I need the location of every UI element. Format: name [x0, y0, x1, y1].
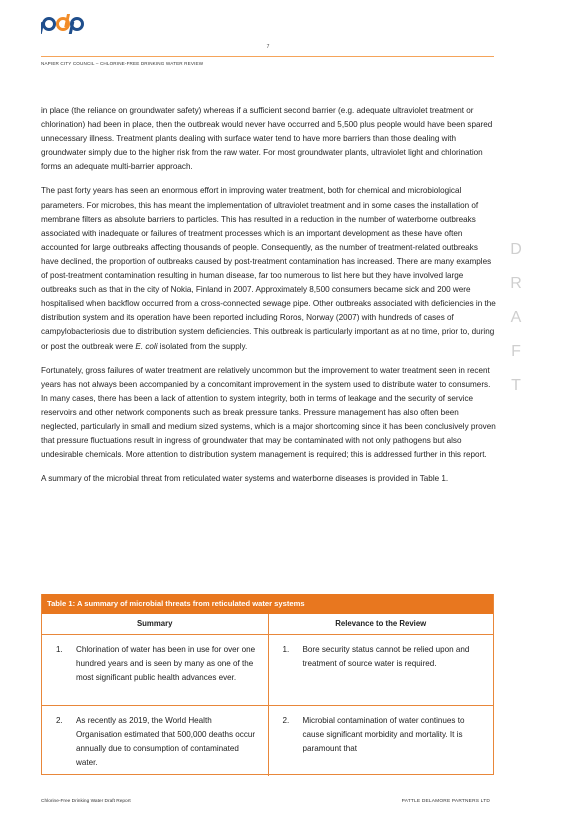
table-title: Table 1: A summary of microbial threats from reticulated water systems	[42, 594, 493, 614]
paragraph-2	[41, 184, 496, 353]
paragraph-4: A summary of the microbial threat from reticulated water systems and waterborne diseases is provided in Table 1.	[41, 474, 449, 484]
item-number: 1.	[282, 645, 290, 654]
item-text: Microbial contamination of water continues to cause significant morbidity and mortality. It is paramount that	[302, 716, 465, 754]
column-header-summary: Summary	[136, 619, 173, 628]
summary-cell	[42, 635, 268, 705]
paragraph-1: in place (the reliance on groundwater safety) whereas if a sufficient second barrier (e.g. adequate ultraviolet treatment or chlorination) had been in place, then the outbreak would never have occurred and 5,500 plus people would have been spared unnecessary illness. Treatment plants dealing with surface water tend to have more barriers than those dealing with groundwater simply due to the higher risk from the raw water. For most groundwater plants, ultraviolet light and chlorination forms an adequate multi-barrier approach.	[41, 106, 493, 172]
header-divider	[41, 56, 494, 57]
relevance-cell	[268, 635, 494, 705]
watermark-letter: F	[511, 343, 521, 360]
table-header-row	[42, 614, 493, 635]
item-number: 2.	[282, 716, 290, 725]
table-row	[42, 705, 493, 776]
watermark-letter: D	[510, 241, 522, 258]
paragraph-3: Fortunately, gross failures of water treatment are relatively uncommon but the improvement to water treatment seen in recent years has not always been accompanied by a concomitant improvement in the system used to distribute water to consumers. In many cases, there has been a lack of attention to system integrity, both in terms of leakage and the security of service reservoirs and other network components such as break pressure tanks. Pressure management has also often been neglected, particularly in small and medium sized systems, which is a major shortcoming since it has been conclusively proven that pressure fluctuations result in ingress of groundwater that may be contaminated with not only pathogens but also undesirable chemicals. More attention to distribution system management is required; this is addressed further in this report.	[41, 365, 496, 460]
item-number: 1.	[56, 645, 63, 654]
item-number: 2.	[56, 716, 63, 725]
pdp-logo	[41, 14, 85, 36]
body-text	[41, 104, 496, 496]
summary-cell	[42, 706, 268, 776]
item-text: As recently as 2019, the World Health Organisation estimated that 500,000 deaths occur annually due to consumption of contaminated water.	[76, 716, 256, 768]
page-number: 7	[266, 44, 270, 50]
column-header-relevance: Relevance to the Review	[268, 614, 494, 634]
paragraph-2-tail: isolated from the supply.	[157, 341, 248, 351]
watermark-letter: T	[511, 377, 521, 394]
e-coli-italic: E. coli	[135, 341, 158, 351]
relevance-cell	[268, 706, 494, 776]
item-text: Bore security status cannot be relied upon and treatment of source water is required.	[302, 645, 470, 669]
microbial-threats-table	[41, 594, 494, 775]
footer-report-title: Chlorine-Free Drinking Water Draft Report	[41, 799, 131, 804]
item-text: Chlorination of water has been in use for over one hundred years and is seen by many as one of the most significant public health advances ever.	[76, 645, 256, 683]
draft-watermark	[508, 233, 524, 403]
paragraph-2-text: The past forty years has seen an enormous effort in improving water treatment, both for chemical and microbiological parameters. For microbes, this has meant the implementation of ultraviolet treatment and in some cases the installation of membrane filters as absolute barriers to particles. This has resulted in a reduction in the number of waterborne outbreaks associated with inadequate or failures of treatment processes which is an important development as these have often accounted for large outbreaks affecting thousands of people. Consequently, as the number of treatment-related outbreaks have declined, the proportion of outbreaks caused by post-treatment contamination has increased. There are many examples of post-treatment contamination resulting in human disease, far too numerous to list here but they have involved large outbreaks such as that in the city of Nokia, Finland in 2007. Approximately 8,500 consumers became sick and 200 were hospitalised when backflow occurred from a cross-connected sewage pipe. Other outbreaks associated with deficiencies in the distribution system and its operation have been reported including Roros, Norway (2007) with hundreds of cases of campylobacteriosis due to distribution system deficiencies. This outbreak is particularly important as at no time, prior to, during or post the outbreak were	[41, 186, 496, 351]
table-row	[42, 635, 493, 705]
running-header: NAPIER CITY COUNCIL – CHLORINE-FREE DRINKING WATER REVIEW	[41, 61, 204, 66]
watermark-letter: A	[510, 309, 522, 326]
footer-company: PATTLE DELAMORE PARTNERS LTD	[401, 799, 490, 804]
logo-text: pdp	[41, 14, 43, 15]
watermark-letter: R	[510, 275, 522, 292]
